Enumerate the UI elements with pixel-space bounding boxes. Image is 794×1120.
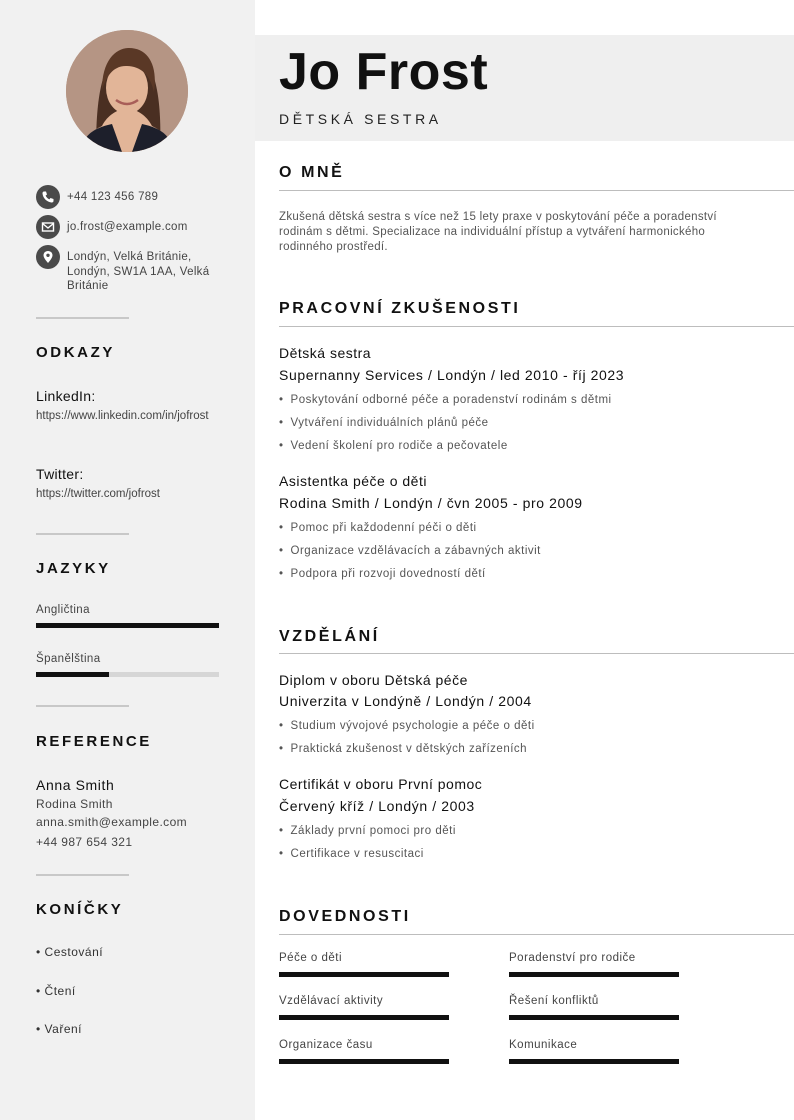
- bullet-item: • Pomoc při každodenní péči o děti: [279, 520, 541, 543]
- twitter-label: Twitter:: [36, 466, 84, 482]
- bullet-item: • Vedení školení pro rodiče a pečovatele: [279, 438, 612, 461]
- job-bullets: [279, 392, 612, 461]
- skill-item: [509, 995, 679, 1020]
- sidebar: [0, 0, 255, 1120]
- linkedin-label: LinkedIn:: [36, 388, 96, 404]
- skill-level-bar: [279, 1015, 449, 1020]
- bullet-item: • Certifikace v resuscitaci: [279, 846, 456, 869]
- section-divider: [36, 317, 129, 319]
- skill-item: [279, 952, 449, 977]
- language-level-fill: [36, 672, 109, 677]
- languages-title: JAZYKY: [36, 560, 111, 577]
- skill-name: Řešení konfliktů: [509, 995, 599, 1007]
- skill-level-bar: [279, 972, 449, 977]
- reference-name: Anna Smith: [36, 777, 115, 793]
- language-level-fill: [36, 623, 219, 628]
- contact-email: [36, 215, 188, 239]
- twitter-link[interactable]: https://twitter.com/jofrost: [36, 488, 160, 500]
- links-title: ODKAZY: [36, 344, 115, 361]
- linkedin-link[interactable]: https://www.linkedin.com/in/jofrost: [36, 410, 209, 422]
- section-rule: [279, 326, 794, 327]
- reference-email[interactable]: anna.smith@example.com: [36, 815, 188, 829]
- location-pin-icon: [36, 245, 60, 269]
- education-degree: Diplom v oboru Dětská péče: [279, 672, 468, 688]
- hobby-item: • Čtení: [36, 984, 76, 998]
- skill-name: Poradenství pro rodiče: [509, 952, 636, 964]
- skills-title: DOVEDNOSTI: [279, 908, 411, 925]
- reference-phone: +44 987 654 321: [36, 835, 133, 849]
- education-title: VZDĚLÁNÍ: [279, 628, 380, 645]
- job-position: Asistentka péče o děti: [279, 473, 427, 489]
- job-title: DĚTSKÁ SESTRA: [279, 111, 442, 127]
- job-details: Supernanny Services / Londýn / led 2010 - říj 2023: [279, 367, 625, 383]
- phone-icon: [36, 185, 60, 209]
- job-position: Dětská sestra: [279, 345, 372, 361]
- address-text: Londýn, Velká Británie, Londýn, SW1A 1AA, Velká Británie: [67, 251, 210, 292]
- phone-text: +44 123 456 789: [67, 191, 159, 203]
- experience-title: PRACOVNÍ ZKUŠENOSTI: [279, 300, 521, 317]
- section-divider: [36, 705, 129, 707]
- about-text: Zkušená dětská sestra s více než 15 lety praxe v poskytování péče a poradenství rodinám s dětmi. Specializace na individuální přístup a vytváření harmonického rodinného prostředí.: [279, 211, 717, 253]
- mail-icon: [36, 215, 60, 239]
- education-degree: Certifikát v oboru První pomoc: [279, 776, 483, 792]
- job-details: Rodina Smith / Londýn / čvn 2005 - pro 2009: [279, 495, 583, 511]
- language-level-bar: [36, 623, 219, 628]
- skill-level-bar: [509, 972, 679, 977]
- bullet-item: • Vytváření individuálních plánů péče: [279, 415, 612, 438]
- language-name: Angličtina: [36, 604, 90, 616]
- profile-photo: [66, 30, 188, 152]
- language-name: Španělština: [36, 653, 101, 665]
- section-divider: [36, 874, 129, 876]
- references-title: REFERENCE: [36, 733, 152, 750]
- bullet-item: • Studium vývojové psychologie a péče o děti: [279, 718, 535, 741]
- skill-level-bar: [509, 1015, 679, 1020]
- bullet-item: • Praktická zkušenost v dětských zařízeních: [279, 741, 535, 764]
- skill-name: Péče o děti: [279, 952, 343, 964]
- contact-address: [36, 245, 222, 294]
- skill-item: [509, 1039, 679, 1064]
- section-divider: [36, 533, 129, 535]
- education-bullets: [279, 823, 456, 869]
- main-content: [255, 0, 794, 1120]
- job-bullets: [279, 520, 541, 589]
- skill-level-bar: [509, 1059, 679, 1064]
- skill-level-bar: [279, 1059, 449, 1064]
- skill-name: Komunikace: [509, 1039, 578, 1051]
- email-text[interactable]: jo.frost@example.com: [67, 221, 188, 233]
- section-rule: [279, 934, 794, 935]
- candidate-name: Jo Frost: [279, 43, 489, 101]
- section-rule: [279, 190, 794, 191]
- bullet-item: • Podpora při rozvoji dovedností dětí: [279, 566, 541, 589]
- hobbies-title: KONÍČKY: [36, 901, 124, 918]
- hobby-item: • Vaření: [36, 1022, 83, 1036]
- contact-phone: [36, 185, 158, 209]
- skill-item: [279, 1039, 449, 1064]
- section-rule: [279, 653, 794, 654]
- education-bullets: [279, 718, 535, 764]
- bullet-item: • Poskytování odborné péče a poradenství rodinám s dětmi: [279, 392, 612, 415]
- about-title: O MNĚ: [279, 164, 345, 181]
- language-level-bar: [36, 672, 219, 677]
- skill-name: Organizace času: [279, 1039, 373, 1051]
- skill-item: [279, 995, 449, 1020]
- bullet-item: • Základy první pomoci pro děti: [279, 823, 456, 846]
- bullet-item: • Organizace vzdělávacích a zábavných aktivit: [279, 543, 541, 566]
- education-details: Univerzita v Londýně / Londýn / 2004: [279, 693, 532, 709]
- education-details: Červený kříž / Londýn / 2003: [279, 798, 475, 814]
- reference-company: Rodina Smith: [36, 797, 113, 811]
- skill-item: [509, 952, 679, 977]
- hobby-item: • Cestování: [36, 945, 104, 959]
- skill-name: Vzdělávací aktivity: [279, 995, 384, 1007]
